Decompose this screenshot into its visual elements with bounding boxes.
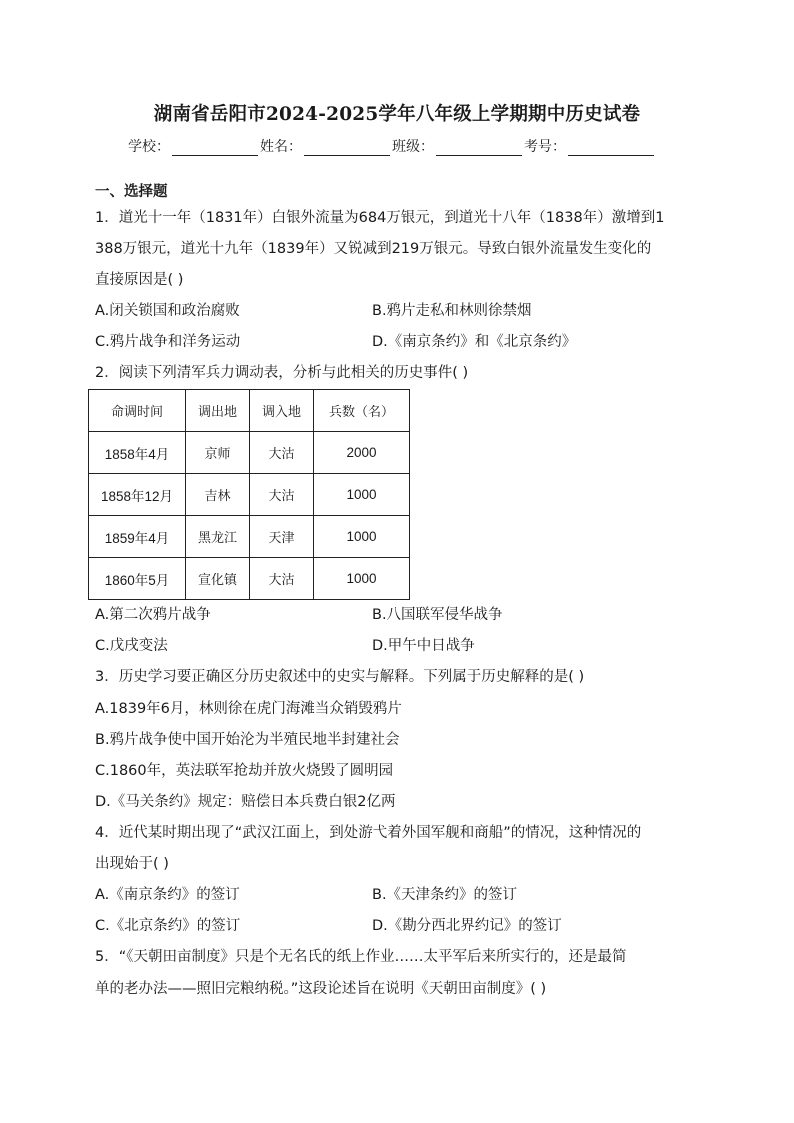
table-header-cell: 调入地	[250, 390, 314, 432]
name-field[interactable]	[304, 139, 390, 156]
q2-stem: 2．阅读下列清军兵力调动表，分析与此相关的历史事件( )	[95, 365, 469, 381]
q3-option-d[interactable]: D.《马关条约》规定：赔偿日本兵费白银2亿两	[95, 794, 396, 810]
q1-stem-line2: 388万银元，道光十九年（1839年）又锐减到219万银元。导致白银外流量发生变化的	[95, 241, 652, 257]
exam-no-field[interactable]	[568, 139, 654, 156]
troop-table	[88, 389, 410, 600]
table-cell: 天津	[250, 516, 314, 558]
section-heading: 一、选择题	[95, 184, 168, 200]
q2-option-b[interactable]: B.八国联军侵华战争	[372, 607, 503, 623]
name-label: 姓名：	[260, 139, 302, 155]
table-cell: 1859年4月	[89, 516, 186, 558]
q4-stem-line1: 4．近代某时期出现了“武汉江面上，到处游弋着外国军舰和商船”的情况，这种情况的	[95, 825, 642, 841]
q4-option-c[interactable]: C.《北京条约》的签订	[95, 918, 241, 934]
school-field[interactable]	[172, 139, 258, 156]
table-cell: 大沽	[250, 474, 314, 516]
class-label: 班级：	[392, 139, 434, 155]
q3-option-a[interactable]: A.1839年6月，林则徐在虎门海滩当众销毁鸦片	[95, 701, 402, 717]
table-row	[89, 474, 410, 516]
q4-option-a[interactable]: A.《南京条约》的签订	[95, 887, 240, 903]
q3-stem: 3．历史学习要正确区分历史叙述中的史实与解释。下列属于历史解释的是( )	[95, 669, 585, 685]
table-cell: 1000	[314, 558, 410, 600]
table-cell: 2000	[314, 432, 410, 474]
q2-option-a[interactable]: A.第二次鸦片战争	[95, 607, 211, 623]
table-cell: 1000	[314, 516, 410, 558]
table-cell: 宣化镇	[186, 558, 250, 600]
table-cell: 1858年12月	[89, 474, 186, 516]
q2-option-c[interactable]: C.戊戌变法	[95, 638, 168, 654]
table-header-cell: 调出地	[186, 390, 250, 432]
q1-stem-line1: 1．道光十一年（1831年）白银外流量为684万银元，到道光十八年（1838年）激增到1	[95, 210, 665, 226]
exam-no-label: 考号：	[524, 139, 566, 155]
table-row	[89, 558, 410, 600]
q4-stem-line2: 出现始于( )	[95, 856, 169, 872]
class-field[interactable]	[436, 139, 522, 156]
q1-option-d[interactable]: D.《南京条约》和《北京条约》	[372, 334, 577, 350]
table-cell: 1860年5月	[89, 558, 186, 600]
table-cell: 大沽	[250, 432, 314, 474]
q3-option-b[interactable]: B.鸦片战争使中国开始沦为半殖民地半封建社会	[95, 732, 400, 748]
student-info-row	[128, 136, 688, 156]
q1-option-a[interactable]: A.闭关锁国和政治腐败	[95, 303, 240, 319]
table-cell: 吉林	[186, 474, 250, 516]
table-cell: 大沽	[250, 558, 314, 600]
q3-option-c[interactable]: C.1860年，英法联军抢劫并放火烧毁了圆明园	[95, 763, 394, 779]
q5-stem-line1: 5．“《天朝田亩制度》只是个无名氏的纸上作业……太平军后来所实行的，还是最简	[95, 949, 627, 965]
table-header-cell: 命调时间	[89, 390, 186, 432]
table-cell: 京师	[186, 432, 250, 474]
q4-option-b[interactable]: B.《天津条约》的签订	[372, 887, 518, 903]
q4-option-d[interactable]: D.《勘分西北界约记》的签订	[372, 918, 562, 934]
table-row	[89, 516, 410, 558]
table-cell: 1858年4月	[89, 432, 186, 474]
table-header-cell: 兵数（名）	[314, 390, 410, 432]
school-label: 学校：	[128, 139, 170, 155]
q2-option-d[interactable]: D.甲午中日战争	[372, 638, 475, 654]
q1-option-b[interactable]: B.鸦片走私和林则徐禁烟	[372, 303, 532, 319]
table-header-row	[89, 390, 410, 432]
q5-stem-line2: 单的老办法——照旧完粮纳税。”这段论述旨在说明《天朝田亩制度》( )	[95, 981, 547, 997]
page-title: 湖南省岳阳市2024-2025学年八年级上学期期中历史试卷	[153, 104, 641, 125]
table-row	[89, 432, 410, 474]
table-cell: 黑龙江	[186, 516, 250, 558]
table-cell: 1000	[314, 474, 410, 516]
q1-stem-line3: 直接原因是( )	[95, 272, 184, 288]
q1-option-c[interactable]: C.鸦片战争和洋务运动	[95, 334, 241, 350]
